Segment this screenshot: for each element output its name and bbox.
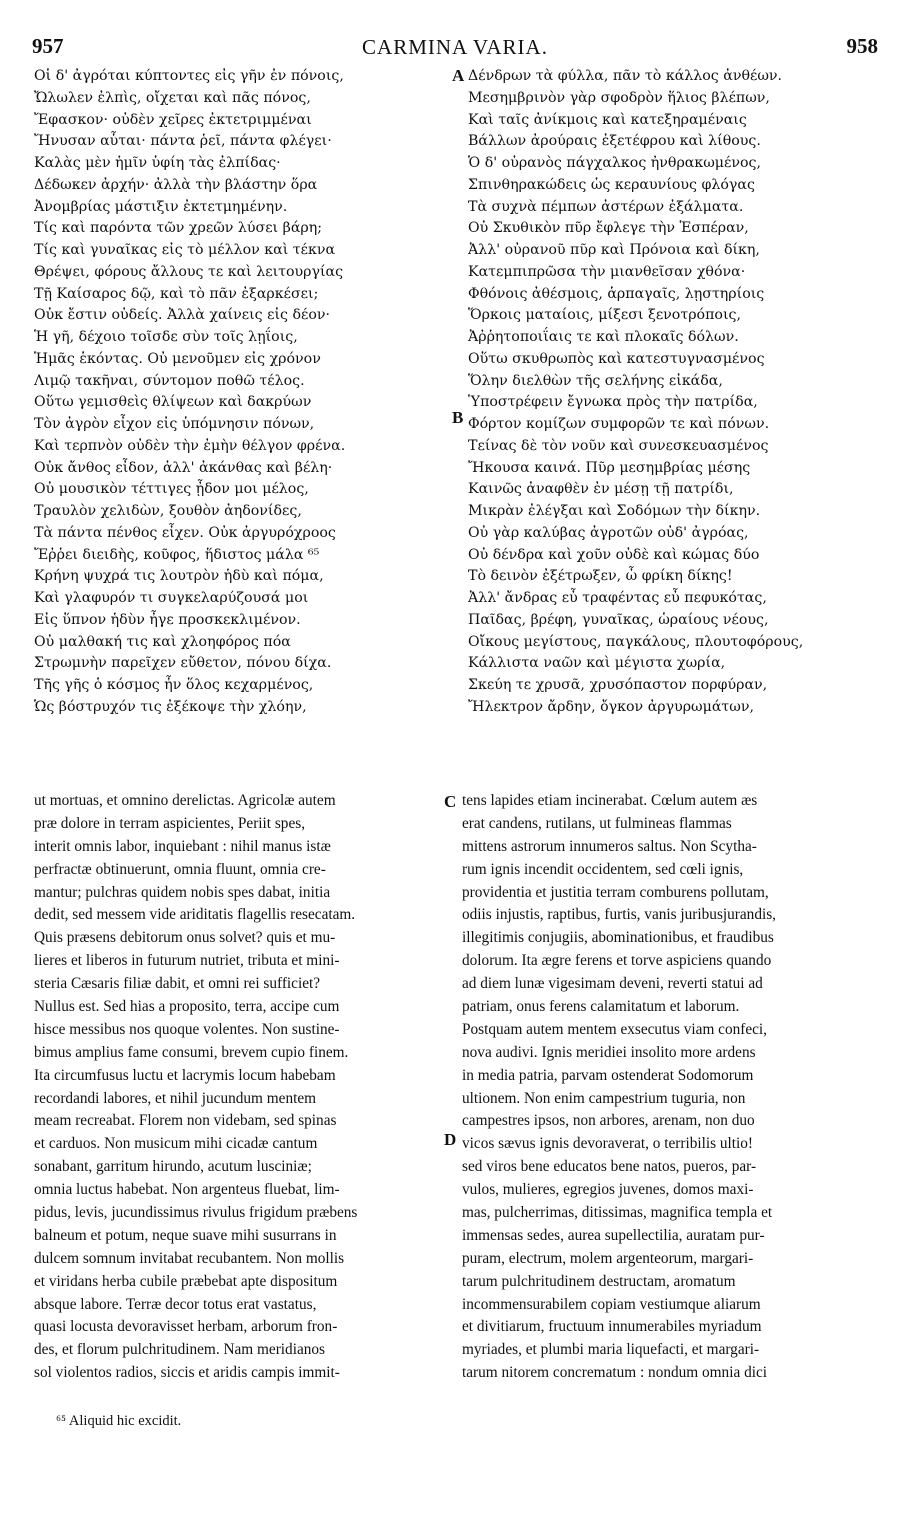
footnote: ⁶⁵ Aliquid hic excidit. <box>56 1413 182 1429</box>
section-marker-a: A <box>452 66 465 85</box>
latin-text-line: ultionem. Non enim campestrium tuguria, non <box>462 1089 746 1107</box>
greek-verse-line: Οὕτω σκυθρωπὸς καὶ κατεστυγνασμένος <box>468 350 765 367</box>
latin-text-line: et viridans herba cubile præbebat apte dispositum <box>34 1272 338 1290</box>
greek-verse-line: Τὰ πάντα πένθος εἶχεν. Οὐκ ἀργυρόχροος <box>34 524 336 541</box>
latin-text-line: ut mortuas, et omnino derelictas. Agricolæ autem <box>34 792 336 809</box>
latin-text-line: mantur; pulchras quidem nobis spes dabat, initia <box>34 883 331 901</box>
section-marker-d: D <box>444 1130 457 1149</box>
greek-verse-line: Ὁ δ' οὐρανὸς πάγχαλκος ἠνθρακωμένος, <box>468 155 761 171</box>
greek-verse-line: Τὰ συχνὰ πέμπων ἀστέρων ἐξάλματα. <box>468 198 744 215</box>
greek-column-left <box>34 66 442 719</box>
greek-verse-line: Οὐ Σκυθικὸν πῦρ ἔφλεγε τὴν Ἑσπέραν, <box>468 220 749 237</box>
greek-verse-line: Ἀνομβρίας μάστιξιν ἐκτετμημένην. <box>34 198 288 215</box>
latin-text-line: myriades, et plumbi maria liquefacti, et margari- <box>462 1341 760 1359</box>
greek-verse-line: Οὐ δένδρα καὶ χοῦν οὐδὲ καὶ κώμας δύο <box>468 546 760 563</box>
greek-column-right <box>468 66 888 719</box>
latin-text-line: et divitiarum, fructuum innumerabiles myriadum <box>462 1318 762 1336</box>
greek-verse-line: Μικρὰν ἐλέγξαι καὶ Σοδόμων τὴν δίκην. <box>468 503 761 519</box>
latin-text-line: bimus amplius fame consumi, brevem cupio finem. <box>34 1043 349 1061</box>
latin-text-line: lieres et liberos in futurum nutriet, tributa et mini- <box>34 952 340 970</box>
latin-column-right <box>462 790 876 1385</box>
latin-text-line: illegitimis conjugiis, abominationibus, et fraudibus <box>462 929 774 947</box>
greek-verse-line: Καὶ γλαφυρόν τι συγκελαρύζουσά μοι <box>34 590 309 606</box>
running-title: CARMINA VARIA. <box>362 35 548 59</box>
latin-text-line: vulos, mulieres, egregios juvenes, domos maxi- <box>462 1181 754 1199</box>
latin-column-left <box>34 790 438 1385</box>
latin-text-line: rum ignis incendit occidentem, sed cœli ignis, <box>462 860 744 878</box>
running-header <box>0 34 910 62</box>
greek-verse-line: Ἔῤῥει διειδὴς, κοῦφος, ἥδιστος μάλα ⁶⁵ <box>34 546 320 563</box>
latin-text-line: dedit, sed messem vide ariditatis flagellis resecatam. <box>34 906 356 924</box>
latin-text-line: tarum nitorem concrematum : nondum omnia dici <box>462 1364 768 1382</box>
greek-verse-line: Παῖδας, βρέφη, γυναῖκας, ὡραίους νέους, <box>468 611 769 628</box>
greek-verse-line: Ὅρκοις ματαίοις, μίξεσι ξενοτρόποις, <box>468 307 741 324</box>
latin-text-line: nova audivi. Ignis meridiei insolito more ardens <box>462 1043 756 1061</box>
greek-verse-line: Βάλλων ἀρούραις ἐξετέφρου καὶ λίθους. <box>468 133 761 150</box>
latin-text-line: puram, electrum, molem argenteorum, margari- <box>462 1249 754 1267</box>
latin-text-line: vicos sævus ignis devoraverat, o terribilis ultio! <box>462 1135 754 1153</box>
greek-verse-line: Θρέψει, φόρους ἄλλους τε καὶ λειτουργίας <box>34 263 344 280</box>
greek-verse-line: Κρήνη ψυχρά τις λουτρὸν ἡδὺ καὶ πόμα, <box>34 568 324 585</box>
greek-verse-line: Τὸ δεινὸν ἐξέτρωξεν, ὦ φρίκη δίκης! <box>468 568 733 585</box>
latin-text-line: tarum pulchritudinem destructam, aromatum <box>462 1272 736 1290</box>
latin-text-line: Postquam autem mentem exsecutus viam confeci, <box>462 1020 768 1038</box>
latin-text-line: campestres ipsos, non arbores, arenam, non duo <box>462 1112 755 1130</box>
latin-text-line: Nullus est. Sed hias a proposito, terra, accipe cum <box>34 998 340 1016</box>
greek-verse-line: Ἤλεκτρον ἄρδην, ὄγκον ἀργυρωμάτων, <box>468 698 754 715</box>
greek-verse-line: Ἤκουσα καινά. Πῦρ μεσημβρίας μέσης <box>468 459 751 476</box>
latin-text-line: steria Cæsaris filiæ dabit, et omni rei sufficiet? <box>34 975 321 993</box>
greek-verse-line: Στρωμνὴν παρεῖχεν εὔθετον, πόνου δίχα. <box>34 655 332 672</box>
latin-text-line: dolorum. Ita ægre ferens et torve aspiciens quando <box>462 952 772 970</box>
greek-verse-line: Λιμῷ τακῆναι, σύντομον ποθῶ τέλος. <box>34 372 305 389</box>
greek-verse-line: Ὡς βόστρυχόν τις ἐξέκοψε τὴν χλόην, <box>34 698 307 715</box>
latin-text-line: incommensurabilem copiam vestiumque aliarum <box>462 1295 761 1313</box>
greek-verse-line: Ἀῤῥητοποιΐαις τε καὶ πλοκαῖς δόλων. <box>468 329 739 345</box>
greek-verse-line: Οὐ μουσικὸν τέττιγες ᾖδον μοι μέλος, <box>34 481 309 498</box>
page-number-left: 957 <box>32 34 64 58</box>
greek-verse-line: Ἀλλ' οὐρανοῦ πῦρ καὶ Πρόνοια καὶ δίκη, <box>468 242 760 258</box>
latin-text-line: interit omnis labor, inquiebant : nihil manus istæ <box>34 837 331 855</box>
latin-text-line: mittens astrorum innumeros saltus. Non Scytha- <box>462 837 757 855</box>
latin-text-line: pidus, levis, jucundissimus rivulus frigidum præbens <box>34 1204 358 1222</box>
latin-text-line: odiis injustis, raptibus, furtis, vanis juribusjurandis, <box>462 906 777 924</box>
latin-text-line: omnia luctus habebat. Non argenteus fluebat, lim- <box>34 1181 340 1199</box>
greek-verse-line: Τῆς γῆς ὁ κόσμος ἦν ὅλος κεχαρμένος, <box>34 677 314 693</box>
greek-verse-line: Ὑποστρέφειν ἔγνωκα πρὸς τὴν πατρίδα, <box>468 394 758 411</box>
greek-verse-line: Οὐ μαλθακή τις καὶ χλοηφόρος πόα <box>34 633 291 650</box>
greek-verse-line: Ὤλωλεν ἐλπὶς, οἴχεται καὶ πᾶς πόνος, <box>34 89 311 106</box>
latin-text-line: quasi locusta devoravisset herbam, arborum fron- <box>34 1318 338 1336</box>
latin-text-line: hisce messibus nos quoque volentes. Non sustine- <box>34 1020 340 1038</box>
greek-verse-line: Οὐ γὰρ καλύβας ἀγροτῶν οὐδ' ἀγρόας, <box>468 524 749 541</box>
greek-verse-line: Δένδρων τὰ φύλλα, πᾶν τὸ κάλλος ἀνθέων. <box>468 68 783 84</box>
latin-text-line: absque labore. Terræ decor totus erat vastatus, <box>34 1295 317 1313</box>
latin-text-line: et carduos. Non musicum mihi cicadæ cantum <box>34 1135 318 1153</box>
greek-verse-line: Ὅλην διελθὼν τῆς σελήνης εἰκάδα, <box>468 372 723 389</box>
greek-verse-line: Κάλλιστα ναῶν καὶ μέγιστα χωρία, <box>468 655 726 672</box>
greek-verse-line: Ἤνυσαν αὗται· πάντα ῥεῖ, πάντα φλέγει· <box>34 133 332 150</box>
latin-text-line: providentia et justitia terram comburens pollutam, <box>462 883 769 901</box>
latin-text-line: perfractæ obtinuerunt, omnia fluunt, omnia cre- <box>34 860 326 878</box>
greek-verse-line: Τραυλὸν χελιδὼν, ξουθὸν ἀηδονίδες, <box>34 503 302 519</box>
greek-verse-line: Τὸν ἀγρὸν εἶχον εἰς ὑπόμνησιν πόνων, <box>34 416 315 432</box>
greek-verse-line: Οἴκους μεγίστους, παγκάλους, πλουτοφόρους, <box>468 633 804 650</box>
page-number-right: 958 <box>846 34 878 58</box>
latin-text-line: dulcem somnum invitabat recubantem. Non mollis <box>34 1249 345 1267</box>
latin-text-line: sed viros bene educatos bene natos, pueros, par- <box>462 1158 757 1176</box>
greek-verse-line: Δέδωκεν ἀρχήν· ἀλλὰ τὴν βλάστην ὅρα <box>34 176 318 193</box>
greek-verse-line: Οὕτω γεμισθεὶς θλίψεων καὶ δακρύων <box>34 394 312 411</box>
greek-verse-line: Οὐκ ἄνθος εἶδον, ἀλλ' ἀκάνθας καὶ βέλη· <box>34 459 333 476</box>
latin-text-line: præ dolore in terram aspicientes, Periit spes, <box>34 814 306 832</box>
latin-text-line: meam recreabat. Florem non videbam, sed spinas <box>34 1112 337 1130</box>
latin-text-line: tens lapides etiam incinerabat. Cœlum autem æs <box>462 792 758 809</box>
greek-verse-line: Καὶ ταῖς ἀνίκμοις καὶ κατεξηραμέναις <box>468 111 747 128</box>
greek-verse-line: Εἰς ὕπνον ἡδὺν ἦγε προσκεκλιμένον. <box>34 611 301 628</box>
latin-text-line: Ita circumfusus luctu et lacrymis locum habebam <box>34 1066 336 1084</box>
section-marker-b: B <box>452 408 464 427</box>
latin-text-line: sol violentos radios, siccis et aridis campis immit- <box>34 1364 340 1382</box>
latin-text-line: des, et florum pulchritudinem. Nam meridianos <box>34 1341 325 1359</box>
greek-verse-line: Ἔφασκον· οὐδὲν χεῖρες ἐκτετριμμέναι <box>34 111 312 128</box>
greek-verse-line: Ἡ γῆ, δέχοιο τοῖσδε σὺν τοῖς λῃΐοις, <box>34 329 298 345</box>
greek-verse-line: Καλὰς μὲν ἡμῖν ὑφίη τὰς ἐλπίδας· <box>34 155 281 171</box>
greek-verse-line: Ἀλλ' ἄνδρας εὖ τραφέντας εὖ πεφυκότας, <box>468 590 767 606</box>
greek-verse-line: Καινῶς ἀναφθὲν ἐν μέσῃ τῇ πατρίδι, <box>468 481 734 498</box>
latin-text-line: recordandi labores, et nihil jucundum mentem <box>34 1089 317 1107</box>
latin-text-line: patriam, onus ferens calamitatum et laborum. <box>462 998 740 1016</box>
greek-verse-line: Οὐκ ἔστιν οὐδείς. Ἀλλὰ χαίνεις εἰς δέον· <box>34 307 331 324</box>
latin-text-line: immensas sedes, aurea supellectilia, auratam pur- <box>462 1226 765 1244</box>
greek-verse-line: Σπινθηρακώδεις ὡς κεραυνίους φλόγας <box>468 176 755 193</box>
greek-verse-line: Τείνας δὲ τὸν νοῦν καὶ συνεσκευασμένος <box>468 437 769 454</box>
latin-text-line: ad diem lunæ vigesimam deveni, reverti statui ad <box>462 975 763 993</box>
greek-verse-line: Μεσημβρινὸν γὰρ σφοδρὸν ἥλιος βλέπων, <box>468 89 770 106</box>
greek-verse-line: Τίς καὶ παρόντα τῶν χρεῶν λύσει βάρη; <box>34 220 323 237</box>
greek-verse-line: Τῇ Καίσαρος δῷ, καὶ τὸ πᾶν ἐξαρκέσει; <box>34 285 319 302</box>
greek-verse-line: Οἱ δ' ἀγρόται κύπτοντες εἰς γῆν ἐν πόνοις, <box>34 68 344 84</box>
greek-verse-line: Τίς καὶ γυναῖκας εἰς τὸ μέλλον καὶ τέκνα <box>34 242 336 258</box>
greek-verse-line: Κατεμπιπρῶσα τὴν μιανθεῖσαν χθόνα· <box>468 263 746 280</box>
latin-text-line: in media patria, parvam ostenderat Sodomorum <box>462 1066 754 1084</box>
greek-verse-line: Ἡμᾶς ἑκόντας. Οὐ μενοῦμεν εἰς χρόνον <box>34 350 321 367</box>
greek-verse-line: Σκεύη τε χρυσᾶ, χρυσόπαστον πορφύραν, <box>468 677 768 693</box>
latin-text-line: sonabant, garritum hirundo, acutum lusciniæ; <box>34 1158 312 1176</box>
latin-text-line: balneum et potum, neque suave mihi susurrans in <box>34 1226 337 1244</box>
greek-verse-line: Φθόνοις ἀθέσμοις, ἁρπαγαῖς, λῃστηρίοις <box>468 285 765 302</box>
greek-verse-line: Καὶ τερπνὸν οὐδὲν τὴν ἐμὴν θέλγον φρένα. <box>34 437 346 454</box>
latin-text-line: erat candens, rutilans, ut fulmineas flammas <box>462 814 732 832</box>
greek-verse-line: Φόρτον κομίζων συμφορῶν τε καὶ πόνων. <box>468 416 770 432</box>
section-marker-c: C <box>444 792 457 811</box>
latin-text-line: mas, pulcherrimas, ditissimas, magnifica templa et <box>462 1204 773 1222</box>
latin-text-line: Quis præsens debitorum onus solvet? quis et mu- <box>34 929 336 947</box>
